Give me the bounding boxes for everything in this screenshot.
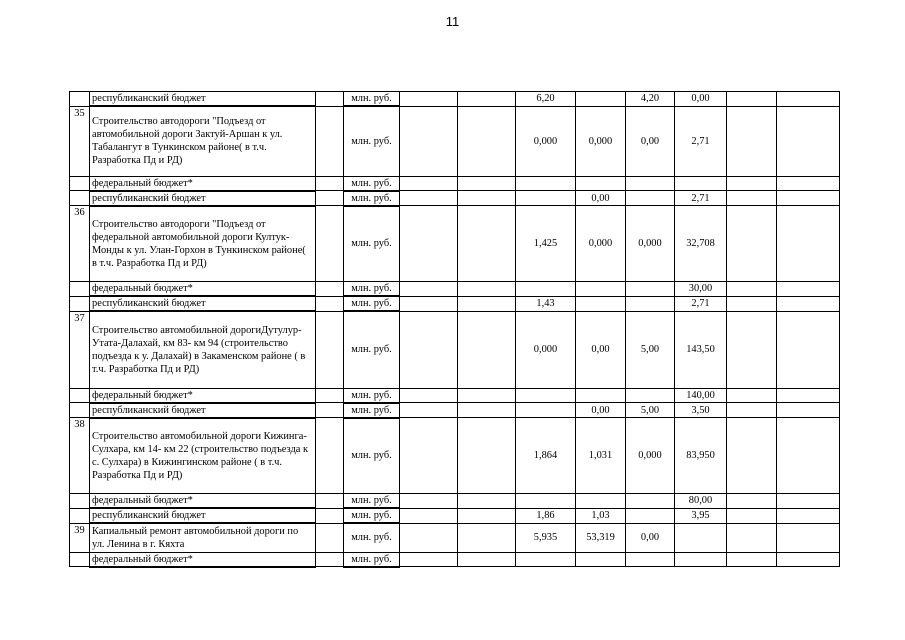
- value-cell: [458, 106, 516, 176]
- value-cell: 3,95: [675, 508, 727, 523]
- value-cell: [727, 191, 777, 206]
- value-cell: [400, 206, 458, 282]
- table-row-project: [70, 311, 840, 388]
- table-row-project: [70, 523, 840, 552]
- table-row-budget-source: [70, 92, 840, 107]
- row-unit: млн. руб.: [344, 282, 400, 297]
- value-cell: [400, 92, 458, 107]
- value-cell: 4,20: [626, 92, 675, 107]
- row-unit: млн. руб.: [344, 311, 400, 388]
- value-cell: 80,00: [675, 494, 727, 509]
- row-unit: млн. руб.: [344, 494, 400, 509]
- value-cell: 140,00: [675, 388, 727, 403]
- value-cell: [576, 296, 626, 311]
- row-description: федеральный бюджет*: [90, 282, 316, 297]
- value-cell: [458, 296, 516, 311]
- value-cell: [400, 176, 458, 191]
- value-cell: [675, 523, 727, 552]
- value-cell: 0,000: [626, 418, 675, 494]
- row-number: 38: [70, 418, 90, 494]
- value-cell: [458, 191, 516, 206]
- value-cell: [400, 508, 458, 523]
- empty-cell: [316, 191, 344, 206]
- row-description: республиканский бюджет: [90, 92, 316, 107]
- row-unit: млн. руб.: [344, 418, 400, 494]
- row-number: [70, 388, 90, 403]
- row-number: [70, 296, 90, 311]
- row-description: республиканский бюджет: [90, 403, 316, 418]
- value-cell: [458, 206, 516, 282]
- row-number: [70, 552, 90, 567]
- value-cell: [777, 296, 840, 311]
- value-cell: [400, 418, 458, 494]
- row-description: федеральный бюджет*: [90, 494, 316, 509]
- row-unit: млн. руб.: [344, 523, 400, 552]
- value-cell: 5,935: [516, 523, 576, 552]
- value-cell: [576, 92, 626, 107]
- value-cell: [727, 206, 777, 282]
- value-cell: [727, 508, 777, 523]
- value-cell: [777, 418, 840, 494]
- row-number: 37: [70, 311, 90, 388]
- value-cell: [675, 552, 727, 567]
- value-cell: [458, 176, 516, 191]
- value-cell: 0,00: [626, 523, 675, 552]
- value-cell: [626, 552, 675, 567]
- value-cell: [626, 388, 675, 403]
- row-unit: млн. руб.: [344, 106, 400, 176]
- value-cell: 1,031: [576, 418, 626, 494]
- value-cell: 0,000: [576, 106, 626, 176]
- value-cell: [400, 403, 458, 418]
- value-cell: [727, 494, 777, 509]
- value-cell: [458, 282, 516, 297]
- row-unit: млн. руб.: [344, 552, 400, 567]
- value-cell: 6,20: [516, 92, 576, 107]
- row-unit: млн. руб.: [344, 388, 400, 403]
- value-cell: [400, 552, 458, 567]
- empty-cell: [316, 92, 344, 107]
- table-row-budget-source: [70, 403, 840, 418]
- value-cell: 1,86: [516, 508, 576, 523]
- value-cell: 1,43: [516, 296, 576, 311]
- value-cell: [516, 191, 576, 206]
- row-number: 35: [70, 106, 90, 176]
- row-description: Строительство автомобильной дороги Кижинга-Сулхара, км 14- км 22 (строительство подъезда к с. Сулхара) в Кижингинском районе ( в т.ч. Разработка Пд и РД): [90, 418, 316, 494]
- row-description: республиканский бюджет: [90, 191, 316, 206]
- value-cell: [777, 176, 840, 191]
- value-cell: 0,00: [576, 311, 626, 388]
- row-description: Строительство автодороги "Подъезд от автомобильной дороги Зактуй-Аршан к ул. Табалангут в Тункинском районе( в т.ч. Разработка Пд и РД): [90, 106, 316, 176]
- value-cell: [727, 176, 777, 191]
- value-cell: 2,71: [675, 191, 727, 206]
- value-cell: [458, 403, 516, 418]
- row-description: республиканский бюджет: [90, 508, 316, 523]
- value-cell: [576, 494, 626, 509]
- value-cell: [458, 388, 516, 403]
- value-cell: [400, 106, 458, 176]
- row-unit: млн. руб.: [344, 176, 400, 191]
- value-cell: 0,000: [626, 206, 675, 282]
- value-cell: 53,319: [576, 523, 626, 552]
- value-cell: [458, 494, 516, 509]
- value-cell: [458, 508, 516, 523]
- row-unit: млн. руб.: [344, 92, 400, 107]
- value-cell: [458, 523, 516, 552]
- row-unit: млн. руб.: [344, 508, 400, 523]
- row-number: [70, 508, 90, 523]
- row-description: федеральный бюджет*: [90, 388, 316, 403]
- value-cell: [516, 388, 576, 403]
- value-cell: [777, 508, 840, 523]
- row-unit: млн. руб.: [344, 296, 400, 311]
- empty-cell: [316, 206, 344, 282]
- value-cell: 0,000: [516, 106, 576, 176]
- value-cell: [458, 92, 516, 107]
- row-number: [70, 191, 90, 206]
- value-cell: [516, 176, 576, 191]
- value-cell: [516, 552, 576, 567]
- value-cell: [626, 191, 675, 206]
- value-cell: 0,00: [626, 106, 675, 176]
- table-row-project: [70, 206, 840, 282]
- empty-cell: [316, 552, 344, 567]
- value-cell: 143,50: [675, 311, 727, 388]
- row-number: [70, 403, 90, 418]
- value-cell: 0,00: [576, 191, 626, 206]
- value-cell: [576, 176, 626, 191]
- value-cell: 1,864: [516, 418, 576, 494]
- page-number: 11: [445, 14, 460, 29]
- row-description: Строительство автодороги "Подъезд от федеральной автомобильной дороги Култук-Монды к ул. Улан-Горхон в Тункинском районе( в т.ч. Разработка Пд и РД): [90, 206, 316, 282]
- value-cell: [777, 92, 840, 107]
- value-cell: [777, 403, 840, 418]
- table-row-budget-source: [70, 508, 840, 523]
- table-row-budget-source: [70, 176, 840, 191]
- row-number: [70, 494, 90, 509]
- table-row-project: [70, 106, 840, 176]
- empty-cell: [316, 418, 344, 494]
- empty-cell: [316, 311, 344, 388]
- value-cell: [626, 296, 675, 311]
- value-cell: [576, 282, 626, 297]
- row-number: [70, 176, 90, 191]
- row-description: республиканский бюджет: [90, 296, 316, 311]
- value-cell: [400, 523, 458, 552]
- row-number: [70, 92, 90, 107]
- table-row-budget-source: [70, 296, 840, 311]
- value-cell: [727, 552, 777, 567]
- row-description: Строительство автомобильной дорогиДутулур-Утата-Далахай, км 83- км 94 (строительство подъезда к у. Далахай) в Закаменском районе ( в т.ч. Разработка Пд и РД): [90, 311, 316, 388]
- value-cell: [516, 282, 576, 297]
- table-row-budget-source: [70, 282, 840, 297]
- value-cell: [727, 92, 777, 107]
- value-cell: 32,708: [675, 206, 727, 282]
- value-cell: [727, 403, 777, 418]
- table-row-budget-source: [70, 191, 840, 206]
- value-cell: [727, 296, 777, 311]
- empty-cell: [316, 494, 344, 509]
- empty-cell: [316, 176, 344, 191]
- value-cell: [400, 282, 458, 297]
- row-unit: млн. руб.: [344, 403, 400, 418]
- value-cell: [626, 282, 675, 297]
- value-cell: 0,000: [516, 311, 576, 388]
- row-unit: млн. руб.: [344, 206, 400, 282]
- value-cell: [727, 523, 777, 552]
- value-cell: [675, 176, 727, 191]
- empty-cell: [316, 388, 344, 403]
- value-cell: [576, 552, 626, 567]
- row-description: федеральный бюджет*: [90, 552, 316, 567]
- table-row-budget-source: [70, 552, 840, 567]
- table-row-budget-source: [70, 494, 840, 509]
- value-cell: 0,000: [576, 206, 626, 282]
- empty-cell: [316, 508, 344, 523]
- value-cell: [626, 508, 675, 523]
- value-cell: 83,950: [675, 418, 727, 494]
- value-cell: [400, 388, 458, 403]
- value-cell: [777, 311, 840, 388]
- value-cell: [777, 388, 840, 403]
- value-cell: 3,50: [675, 403, 727, 418]
- value-cell: [458, 552, 516, 567]
- value-cell: [576, 388, 626, 403]
- value-cell: [777, 206, 840, 282]
- value-cell: [400, 296, 458, 311]
- value-cell: 30,00: [675, 282, 727, 297]
- table-row-project: [70, 418, 840, 494]
- value-cell: [516, 403, 576, 418]
- row-description: Капиальный ремонт автомобильной дороги по ул. Ленина в г. Кяхта: [90, 523, 316, 552]
- empty-cell: [316, 403, 344, 418]
- value-cell: [777, 191, 840, 206]
- row-number: [70, 282, 90, 297]
- value-cell: [626, 494, 675, 509]
- value-cell: 1,03: [576, 508, 626, 523]
- empty-cell: [316, 296, 344, 311]
- empty-cell: [316, 282, 344, 297]
- value-cell: [626, 176, 675, 191]
- value-cell: [400, 311, 458, 388]
- value-cell: [516, 494, 576, 509]
- value-cell: [400, 494, 458, 509]
- row-number: 39: [70, 523, 90, 552]
- value-cell: [777, 523, 840, 552]
- table-row-budget-source: [70, 388, 840, 403]
- value-cell: [400, 191, 458, 206]
- row-number: 36: [70, 206, 90, 282]
- value-cell: [727, 418, 777, 494]
- empty-cell: [316, 523, 344, 552]
- row-description: федеральный бюджет*: [90, 176, 316, 191]
- value-cell: [727, 106, 777, 176]
- value-cell: [777, 494, 840, 509]
- value-cell: [727, 311, 777, 388]
- row-unit: млн. руб.: [344, 191, 400, 206]
- value-cell: 2,71: [675, 106, 727, 176]
- value-cell: 5,00: [626, 403, 675, 418]
- value-cell: 2,71: [675, 296, 727, 311]
- value-cell: 0,00: [675, 92, 727, 107]
- value-cell: [458, 311, 516, 388]
- value-cell: [777, 282, 840, 297]
- budget-table: [69, 91, 840, 568]
- value-cell: [458, 418, 516, 494]
- value-cell: 0,00: [576, 403, 626, 418]
- empty-cell: [316, 106, 344, 176]
- value-cell: [777, 106, 840, 176]
- value-cell: 1,425: [516, 206, 576, 282]
- value-cell: [727, 282, 777, 297]
- value-cell: [777, 552, 840, 567]
- value-cell: 5,00: [626, 311, 675, 388]
- value-cell: [727, 388, 777, 403]
